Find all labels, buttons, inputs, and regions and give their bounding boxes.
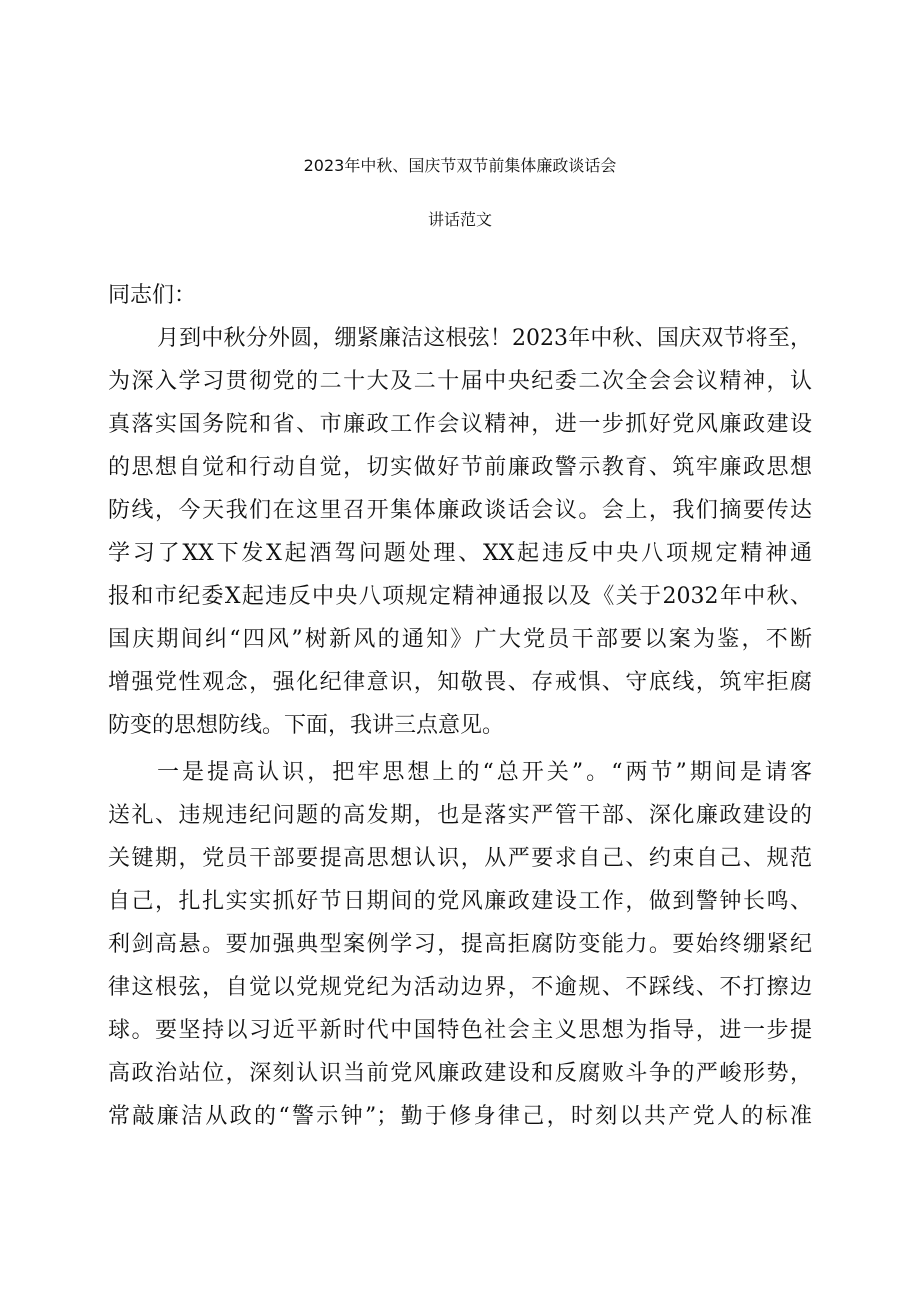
paragraph-2-line-4: 自己，扎扎实实抓好节日期间的党风廉政建设工作，做到警钟长鸣、 [108, 889, 812, 914]
paragraph-2-line-9: 常敲廉洁从政的“警示钟”；勤于修身律己，时刻以共产党人的标准 [108, 1104, 812, 1129]
paragraph-1-line-1: 月到中秋分外圆，绷紧廉洁这根弦！2023年中秋、国庆双节将至， [157, 326, 812, 351]
paragraph-2-line-8: 高政治站位，深刻认识当前党风廉政建设和反腐败斗争的严峻形势， [108, 1061, 812, 1086]
paragraph-2-line-7: 球。要坚持以习近平新时代中国特色社会主义思想为指导，进一步提 [108, 1018, 812, 1043]
paragraph-2-line-5: 利剑高悬。要加强典型案例学习，提高拒腐防变能力。要始终绷紧纪 [108, 932, 812, 957]
paragraph-1-line-4: 的思想自觉和行动自觉，切实做好节前廉政警示教育、筑牢廉政思想 [108, 455, 812, 480]
document-title-line-1: 2023年中秋、国庆节双节前集体廉政谈话会 [303, 156, 617, 175]
paragraph-1-line-9: 增强党性观念，强化纪律意识，知敬畏、存戒惧、守底线，筑牢拒腐 [108, 670, 812, 695]
paragraph-2-line-3: 关键期，党员干部要提高思想认识，从严要求自己、约束自己、规范 [108, 846, 812, 871]
paragraph-1-line-3: 真落实国务院和省、市廉政工作会议精神，进一步抓好党风廉政建设 [108, 412, 812, 437]
paragraph-1-line-7: 报和市纪委X起违反中央八项规定精神通报以及《关于2032年中秋、 [108, 584, 812, 609]
paragraph-2-line-2: 送礼、违规违纪问题的高发期，也是落实严管干部、深化廉政建设的 [108, 803, 812, 828]
paragraph-1-line-8: 国庆期间纠“四风”树新风的通知》广大党员干部要以案为鉴，不断 [108, 627, 812, 652]
paragraph-1-line-6: 学习了XX下发X起酒驾问题处理、XX起违反中央八项规定精神通 [108, 541, 812, 566]
paragraph-1-line-5: 防线，今天我们在这里召开集体廉政谈话会议。会上，我们摘要传达 [108, 498, 812, 523]
paragraph-1-line-10: 防变的思想防线。下面，我讲三点意见。 [108, 713, 505, 738]
paragraph-1-line-2: 为深入学习贯彻党的二十大及二十届中央纪委二次全会会议精神，认 [108, 369, 812, 394]
paragraph-2-line-1: 一是提高认识，把牢思想上的“总开关”。“两节”期间是请客 [157, 760, 812, 785]
document-title-line-2: 讲话范文 [427, 210, 492, 229]
greeting: 同志们： [108, 283, 197, 308]
paragraph-2-line-6: 律这根弦，自觉以党规党纪为活动边界，不逾规、不踩线、不打擦边 [108, 975, 812, 1000]
